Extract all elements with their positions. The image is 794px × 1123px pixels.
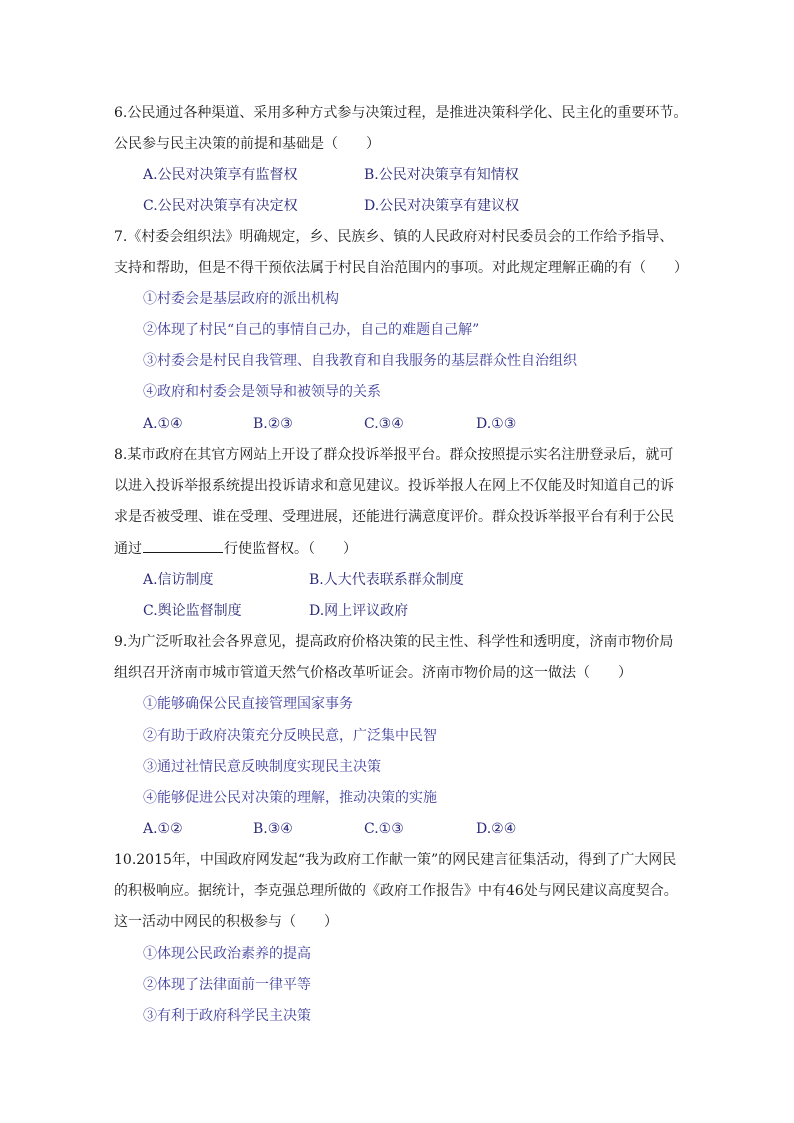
q8-option-a: A.信访制度	[143, 572, 214, 588]
q6-option-c: C.公民对决策享有决定权	[143, 198, 298, 214]
q7-statement-2: ②体现了村民“自己的事情自己办，自己的难题自己解”	[143, 322, 480, 338]
q10-stem-line2: 的积极响应。据统计，李克强总理所做的《政府工作报告》中有46处与网民建议高度契合。	[114, 883, 678, 899]
q8-option-b: B.人大代表联系群众制度	[309, 572, 464, 588]
q7-option-a: A.①④	[143, 416, 183, 432]
q10-statement-1: ①体现公民政治素养的提高	[143, 946, 311, 962]
q9-option-c: C.①③	[364, 821, 404, 837]
q9-stem-line1: 9.为广泛听取社会各界意见，提高政府价格决策的民主性、科学性和透明度，济南市物价局	[114, 634, 674, 650]
q6-option-b: B.公民对决策享有知情权	[364, 167, 519, 183]
q9-statement-4: ④能够促进公民对决策的理解，推动决策的实施	[143, 790, 437, 806]
q7-option-b: B.②③	[253, 416, 293, 432]
q7-stem-line2: 支持和帮助，但是不得干预依法属于村民自治范围内的事项。对此规定理解正确的有（ ）	[114, 260, 688, 276]
q7-statement-4: ④政府和村委会是领导和被领导的关系	[143, 384, 381, 400]
q8-stem-line1: 8.某市政府在其官方网站上开设了群众投诉举报平台。群众按照提示实名注册登录后，就可	[114, 447, 674, 463]
q8-stem-line4-suffix: 行使监督权。（ ）	[224, 541, 357, 557]
q6-option-d: D.公民对决策享有建议权	[364, 198, 520, 214]
q6-stem-line2: 公民参与民主决策的前提和基础是（ ）	[114, 136, 380, 152]
q9-statement-2: ②有助于政府决策充分反映民意，广泛集中民智	[143, 728, 437, 744]
q10-stem-line3: 这一活动中网民的积极参与（ ）	[114, 914, 338, 930]
q9-stem-line2: 组织召开济南市城市管道天然气价格改革听证会。济南市物价局的这一做法（ ）	[114, 665, 632, 681]
q8-stem-line3: 求是否被受理、谁在受理、受理进展，还能进行满意度评价。群众投诉举报平台有利于公民	[114, 509, 674, 525]
q10-stem-line1: 10.2015年，中国政府网发起“我为政府工作献一策”的网民建言征集活动，得到了广大网民	[114, 852, 677, 868]
q7-statement-3: ③村委会是村民自我管理、自我教育和自我服务的基层群众性自治组织	[143, 353, 577, 369]
q8-stem-line2: 以进入投诉举报系统提出投诉请求和意见建议。投诉举报人在网上不仅能及时知道自己的诉	[114, 478, 674, 494]
q9-statement-1: ①能够确保公民直接管理国家事务	[143, 696, 353, 712]
q8-stem-line4	[114, 538, 357, 559]
q9-option-b: B.③④	[253, 821, 293, 837]
answer-blank	[143, 538, 223, 553]
q8-option-c: C.舆论监督制度	[143, 603, 242, 619]
q7-option-c: C.③④	[364, 416, 404, 432]
q7-stem-line1: 7.《村委会组织法》明确规定，乡、民族乡、镇的人民政府对村民委员会的工作给予指导、	[114, 229, 674, 245]
q10-statement-2: ②体现了法律面前一律平等	[143, 977, 311, 993]
q7-option-d: D.①③	[476, 416, 517, 432]
q9-option-d: D.②④	[476, 821, 517, 837]
q8-stem-line4-prefix: 通过	[114, 541, 142, 557]
q6-option-a: A.公民对决策享有监督权	[143, 167, 298, 183]
q7-statement-1: ①村委会是基层政府的派出机构	[143, 291, 339, 307]
q6-stem-line1: 6.公民通过各种渠道、采用多种方式参与决策过程，是推进决策科学化、民主化的重要环节。	[114, 105, 688, 121]
q10-statement-3: ③有利于政府科学民主决策	[143, 1008, 311, 1024]
q9-option-a: A.①②	[143, 821, 183, 837]
q8-option-d: D.网上评议政府	[309, 603, 409, 619]
q9-statement-3: ③通过社情民意反映制度实现民主决策	[143, 759, 381, 775]
